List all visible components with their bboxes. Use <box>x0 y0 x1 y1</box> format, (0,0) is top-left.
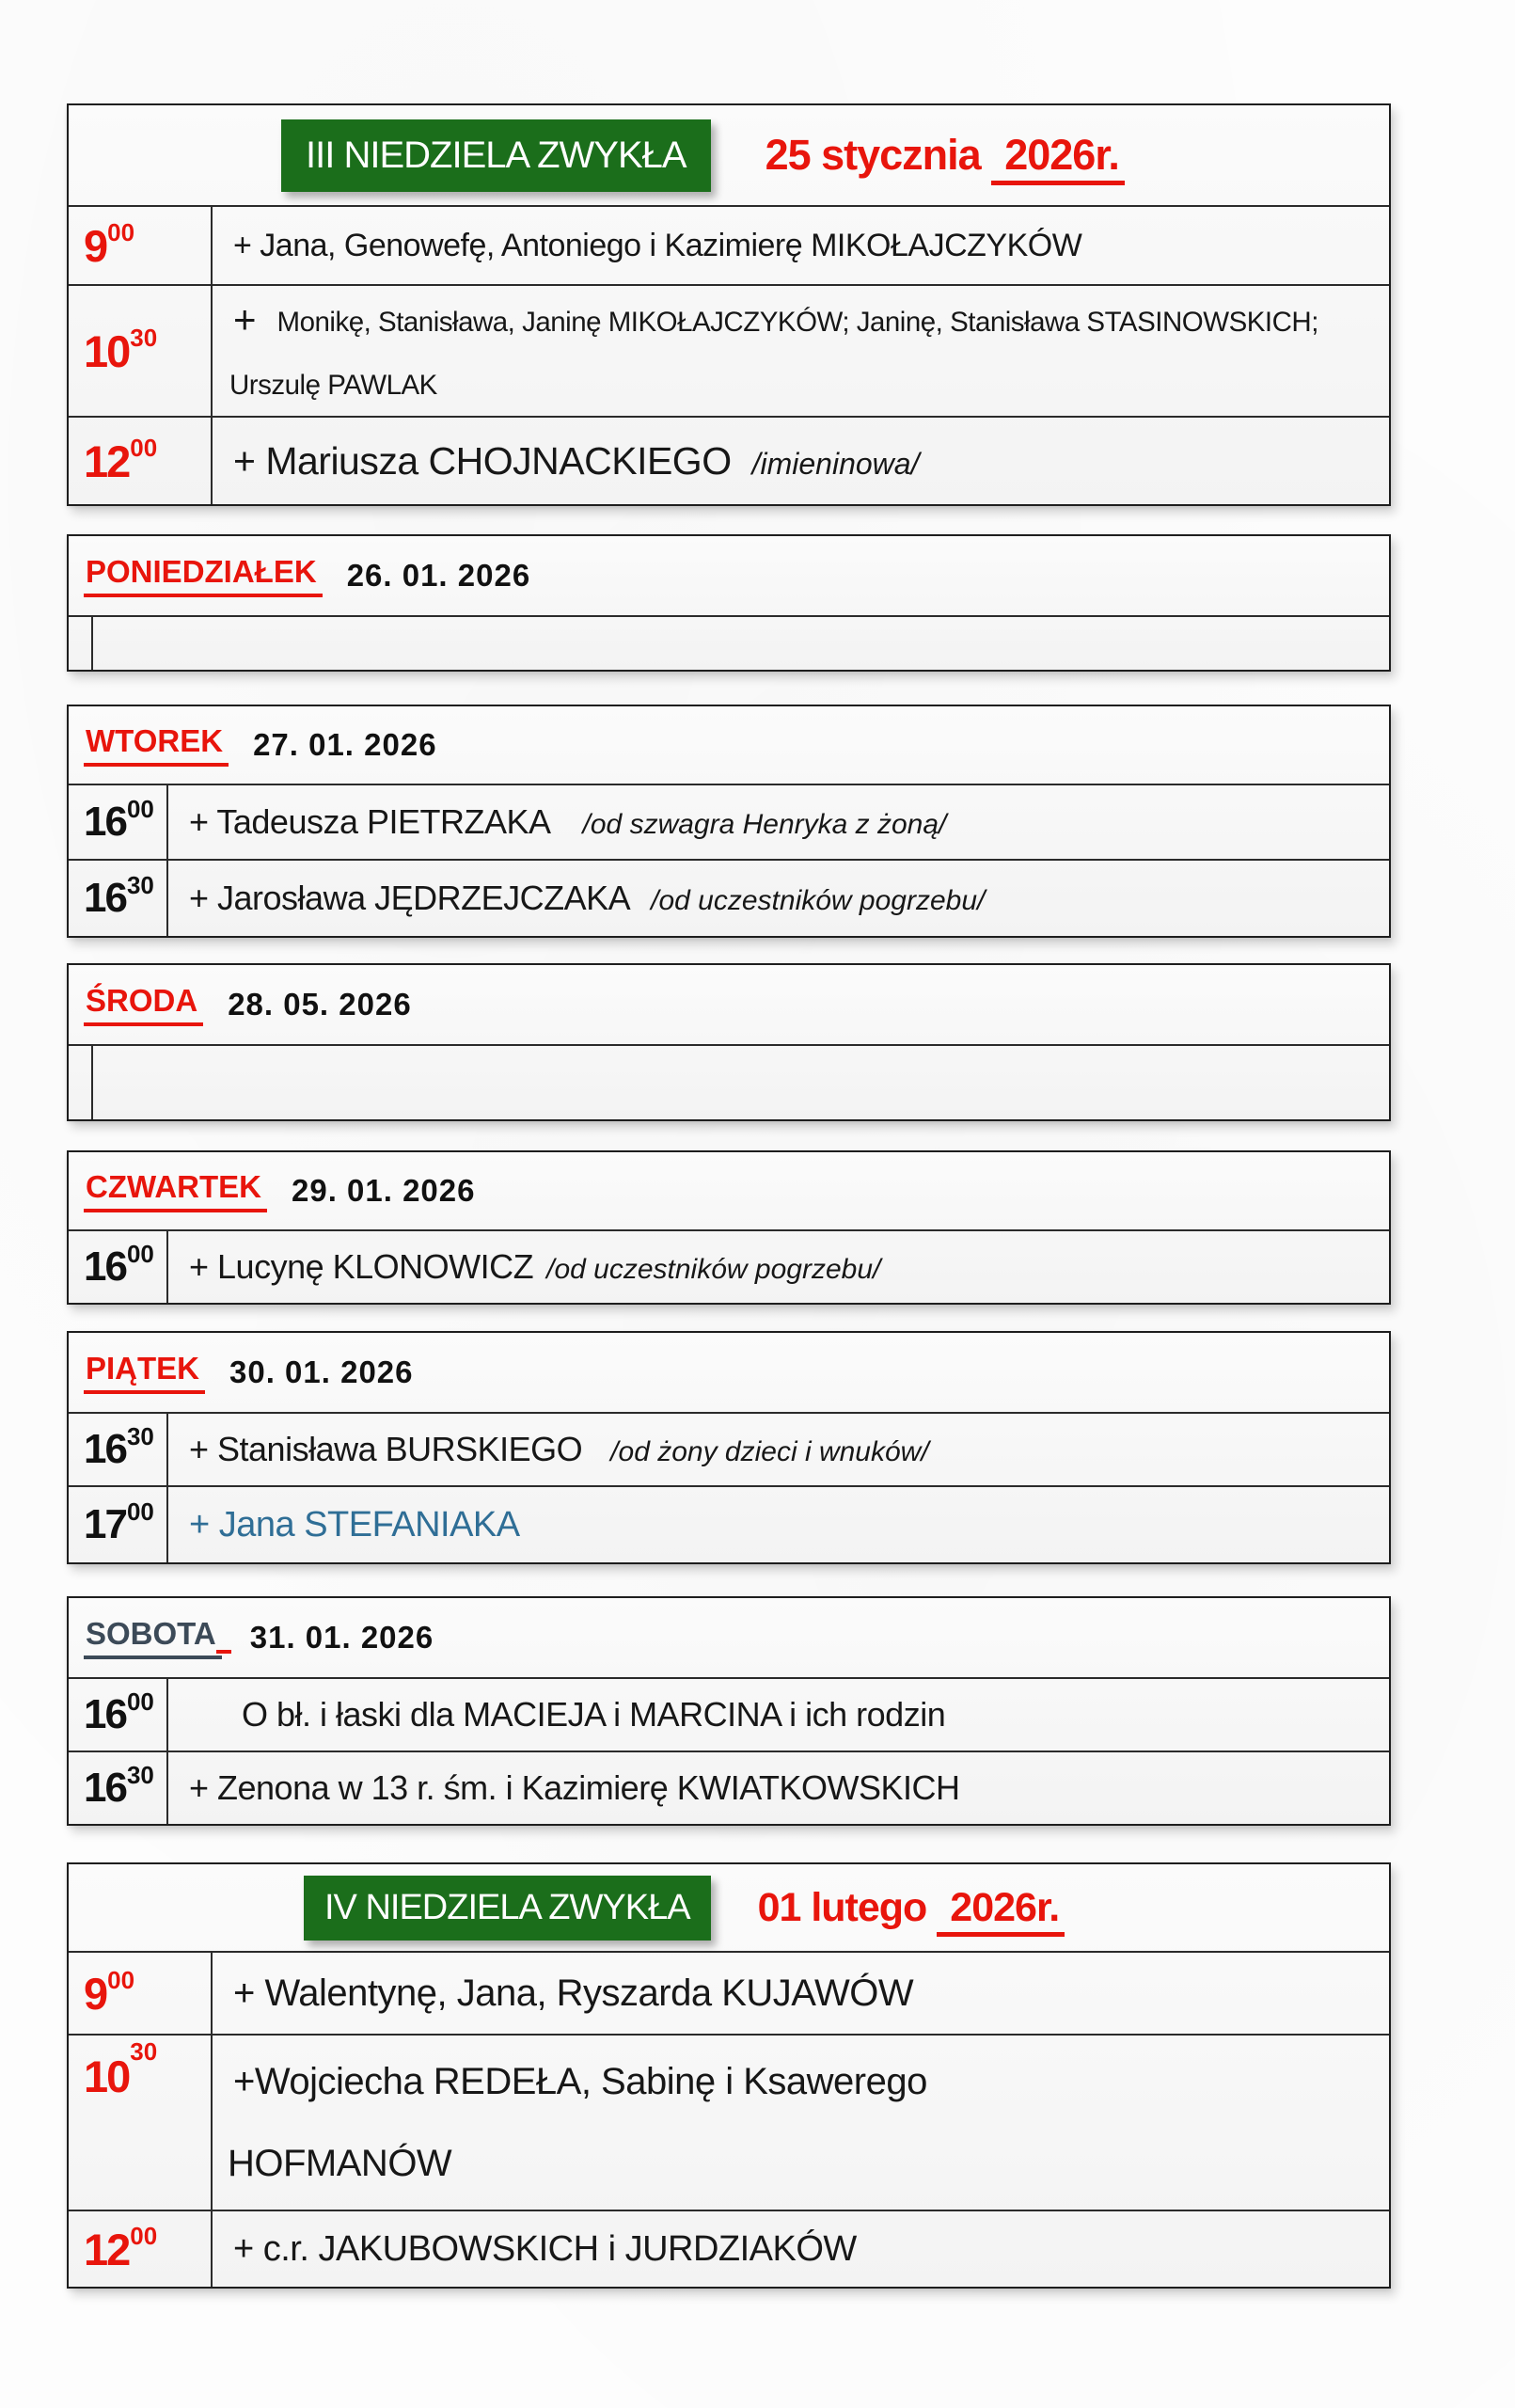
mass-minutes: 00 <box>107 217 135 246</box>
intention-cell <box>168 802 1389 842</box>
time-cell <box>69 418 213 504</box>
sunday-year-text: 2026r. <box>937 1885 1065 1937</box>
mass-table-friday <box>67 1331 1391 1564</box>
intention-cell <box>168 879 1389 918</box>
intention-text: Monikę, Stanisława, Janinę MIKOŁAJCZYKÓW; Janinę, Stanisława STASINOWSKICH; <box>276 307 1318 338</box>
day-header-row <box>69 965 1389 1044</box>
intention-line-1 <box>233 297 1389 345</box>
intention-text: O bł. i łaski dla MACIEJA i MARCINA i ich rodzin <box>242 1695 946 1734</box>
intention-text: + Tadeusza PIETRZAKA <box>189 802 551 841</box>
mass-hour: 9 <box>84 1968 107 2019</box>
mass-hour: 16 <box>84 1426 126 1472</box>
mass-hour: 16 <box>84 1765 126 1811</box>
time-cell <box>69 1231 168 1303</box>
time-cell <box>69 861 168 936</box>
mass-minutes: 30 <box>130 2037 158 2066</box>
intention-text: + c.r. JAKUBOWSKICH i JURDZIAKÓW <box>233 2228 857 2269</box>
time-cell <box>69 207 213 284</box>
mass-minutes: 00 <box>126 1497 154 1526</box>
time-cell <box>69 1487 168 1562</box>
mass-minutes: 00 <box>126 794 154 823</box>
empty-row <box>69 1044 1389 1119</box>
intention-text: + Mariusza CHOJNACKIEGO <box>233 438 732 483</box>
intention-cell <box>213 297 1389 402</box>
day-name: PONIEDZIAŁEK <box>84 554 323 597</box>
mass-row <box>69 284 1389 416</box>
day-header-row <box>69 1333 1389 1412</box>
empty-row <box>69 615 1389 670</box>
mass-hour: 16 <box>84 875 126 921</box>
mass-row <box>69 1751 1389 1824</box>
day-name: WTOREK <box>84 723 229 767</box>
mass-row <box>69 1485 1389 1562</box>
intention-cell <box>213 2061 1389 2185</box>
intention-cell <box>168 1430 1389 1469</box>
mass-minutes: 30 <box>126 1421 154 1450</box>
day-header-row <box>69 706 1389 784</box>
mass-hour: 10 <box>84 2052 130 2101</box>
intention-cell <box>213 228 1389 264</box>
sunday-date-text: 01 lutego <box>757 1884 927 1930</box>
intention-cell <box>213 2229 1389 2270</box>
mass-hour: 9 <box>84 220 107 271</box>
mass-table-sunday-3 <box>67 103 1391 506</box>
time-cell <box>69 785 168 859</box>
time-cell <box>69 2211 213 2287</box>
day-name: ŚRODA <box>84 983 203 1026</box>
intention-text-2: Urszulę PAWLAK <box>229 370 437 401</box>
intention-text: + Jana STEFANIAKA <box>189 1504 520 1545</box>
mass-row <box>69 1677 1389 1751</box>
intention-text-2: HOFMANÓW <box>228 2142 452 2184</box>
mass-row <box>69 416 1389 504</box>
time-cell <box>69 1752 168 1824</box>
intention-cell <box>213 1972 1389 2015</box>
intention-note: /od uczestników pogrzebu/ <box>651 885 986 916</box>
empty-time-cell <box>69 1046 93 1119</box>
mass-row <box>69 1412 1389 1485</box>
mass-minutes: 00 <box>126 1687 154 1716</box>
sunday-title-banner: III NIEDZIELA ZWYKŁA <box>281 119 711 192</box>
day-name: CZWARTEK <box>84 1169 267 1212</box>
mass-minutes: 30 <box>126 1760 154 1789</box>
mass-hour: 10 <box>84 325 130 376</box>
day-date: 26. 01. 2026 <box>346 558 531 593</box>
intention-cell <box>168 1695 1389 1735</box>
mass-hour: 16 <box>84 1691 126 1737</box>
mass-minutes: 00 <box>126 1239 154 1268</box>
mass-table-sunday-4 <box>67 1862 1391 2289</box>
mass-minutes: 00 <box>107 1965 135 1994</box>
mass-hour: 12 <box>84 436 130 486</box>
underline-red-tick <box>216 1650 231 1654</box>
mass-minutes: 30 <box>130 323 158 352</box>
mass-table-saturday <box>67 1596 1391 1826</box>
day-date: 27. 01. 2026 <box>253 727 437 762</box>
mass-row <box>69 784 1389 859</box>
mass-row <box>69 205 1389 284</box>
mass-minutes: 30 <box>126 870 154 899</box>
mass-minutes: 00 <box>130 2221 158 2250</box>
day-date: 30. 01. 2026 <box>229 1354 414 1389</box>
plus-sign: + <box>233 297 257 341</box>
intention-text: + Jarosława JĘDRZEJCZAKA <box>189 879 631 917</box>
mass-table-tuesday <box>67 705 1391 938</box>
mass-row <box>69 859 1389 936</box>
sunday-date-text: 25 stycznia <box>765 131 981 179</box>
day-date: 31. 01. 2026 <box>249 1620 434 1655</box>
mass-row <box>69 1229 1389 1303</box>
mass-table-thursday <box>67 1150 1391 1305</box>
day-date: 29. 01. 2026 <box>291 1173 476 1208</box>
intention-note: /imieninowa/ <box>751 446 920 481</box>
intention-text: + Zenona w 13 r. śm. i Kazimierę KWIATKOWSKICH <box>189 1768 960 1807</box>
day-header-row <box>69 1152 1389 1229</box>
sunday-date <box>758 1885 1065 1931</box>
mass-row <box>69 2034 1389 2210</box>
mass-table-wednesday <box>67 963 1391 1121</box>
time-cell <box>69 1414 168 1485</box>
mass-hour: 16 <box>84 799 126 845</box>
intention-cell <box>168 1505 1389 1545</box>
day-header-row <box>69 1598 1389 1677</box>
time-cell <box>69 1953 213 2034</box>
mass-hour: 12 <box>84 2224 130 2274</box>
intention-text: +Wojciecha REDEŁA, Sabinę i Ksawerego <box>233 2060 927 2102</box>
time-cell <box>69 2036 213 2210</box>
time-cell <box>69 286 213 416</box>
mass-table-monday <box>67 534 1391 672</box>
day-header-row <box>69 536 1389 615</box>
intention-text: + Lucynę KLONOWICZ <box>189 1247 534 1286</box>
intention-note: /od uczestników pogrzebu/ <box>546 1254 881 1285</box>
sunday-header-row <box>69 1864 1389 1951</box>
intention-text: + Jana, Genowefę, Antoniego i Kazimierę MIKOŁAJCZYKÓW <box>233 227 1082 263</box>
empty-time-cell <box>69 617 93 670</box>
intention-cell <box>213 439 1389 483</box>
sunday-date <box>765 131 1125 180</box>
mass-hour: 17 <box>84 1501 126 1547</box>
sunday-header-row <box>69 105 1389 205</box>
intention-cell <box>168 1768 1389 1808</box>
day-date: 28. 05. 2026 <box>228 987 412 1022</box>
mass-hour: 16 <box>84 1244 126 1290</box>
mass-row <box>69 1951 1389 2034</box>
sunday-title-banner: IV NIEDZIELA ZWYKŁA <box>304 1876 711 1941</box>
day-name: SOBOTA <box>84 1616 222 1659</box>
intention-cell <box>168 1247 1389 1287</box>
mass-row <box>69 2210 1389 2287</box>
sunday-year-text: 2026r. <box>991 131 1125 185</box>
intention-note: /od żony dzieci i wnuków/ <box>610 1436 929 1467</box>
mass-minutes: 00 <box>130 433 158 462</box>
intention-text: + Stanisława BURSKIEGO <box>189 1430 583 1468</box>
time-cell <box>69 1679 168 1751</box>
day-name: PIĄTEK <box>84 1351 205 1394</box>
intention-note: /od szwagra Henryka z żoną/ <box>582 809 947 840</box>
intention-text: + Walentynę, Jana, Ryszarda KUJAWÓW <box>233 1972 914 2014</box>
intention-line-2 <box>229 370 1389 402</box>
